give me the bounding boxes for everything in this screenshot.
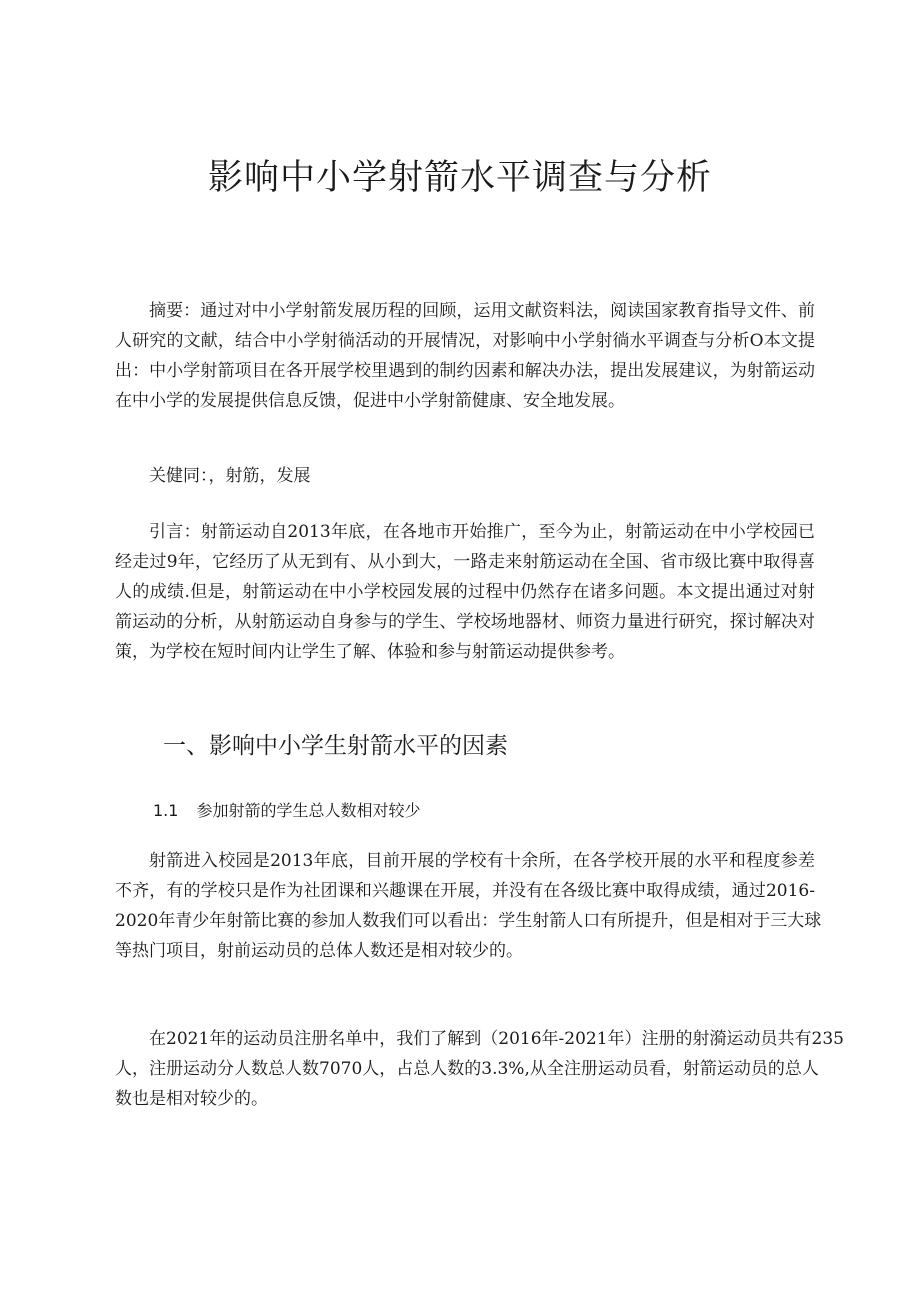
body-line: 人，注册运动分人数总人数7070人，占总人数的3.3%,从全注册运动员看，射箭运动员的总人 — [115, 1059, 819, 1079]
subsection-title: 参加射箭的学生总人数相对较少 — [196, 801, 421, 820]
body-line: 射箭进入校园是2013年底，目前开展的学校有十余所，在各学校开展的水平和程度参差 — [149, 851, 815, 871]
abstract-paragraph — [115, 296, 815, 416]
intro-line: 经走过9年，它经历了从无到有、从小到大，一路走来射筋运动在全国、省市级比赛中取得喜 — [115, 552, 815, 572]
abstract-line: 人研究的文献，结合中小学射徜活动的开展情况，对影响中小学射徜水平调查与分析O本文提 — [115, 331, 815, 351]
abstract-line: 摘要：通过对中小学射箭发展历程的回顾，运用文献资料法，阅读国家教育指导文件、前 — [149, 301, 815, 321]
body-paragraph — [115, 846, 822, 966]
keywords-line: 关健同：，射筋，发展 — [149, 466, 311, 486]
body-line: 在2021年的运动员注册名单中，我们了解到（2016年-2021年）注册的射漪运动员共有235 — [149, 1029, 844, 1049]
subsection-heading — [153, 797, 420, 825]
body-line: 等热门项目，射前运动员的总体人数还是相对较少的。 — [115, 941, 523, 961]
body-line: 数也是相对较少的。 — [115, 1089, 268, 1109]
section-heading: 一、影响中小学生射箭水平的因素 — [163, 733, 508, 759]
body-line: 2020年青少年射箭比赛的参加人数我们可以看出：学生射箭人口有所提升，但是相对于三大球 — [115, 911, 822, 931]
body-line: 不齐，有的学校只是作为社团课和兴趣课在开展，并没有在各级比赛中取得成绩，通过2016- — [115, 881, 815, 901]
intro-line: 策，为学校在短时间内让学生了解、体验和参与射箭运动提供参考。 — [115, 642, 625, 662]
intro-line: 人的成绩.但是，射箭运动在中小学校园发展的过程中仍然存在诸多问题。本文提出通过对射 — [115, 582, 815, 602]
keywords-paragraph — [115, 461, 815, 491]
document-title: 影响中小学射箭水平调查与分析 — [207, 158, 712, 198]
intro-line: 引言：射箭运动自2013年底，在各地市开始推广，至今为止，射箭运动在中小学校园已 — [149, 522, 815, 542]
subsection-number: 1.1 — [153, 801, 179, 820]
intro-paragraph — [115, 517, 815, 667]
abstract-line: 在中小学的发展提供信息反馈，促进中小学射箭健康、安全地发展。 — [115, 391, 625, 411]
body-paragraph — [115, 1024, 844, 1114]
intro-line: 箭运动的分析，从射筋运动自身参与的学生、学校场地器材、师资力量进行研究，探讨解决对 — [115, 612, 815, 632]
abstract-line: 出：中小学射箭项目在各开展学校里遇到的制约因素和解决办法，提出发展建议，为射箭运动 — [115, 361, 815, 381]
